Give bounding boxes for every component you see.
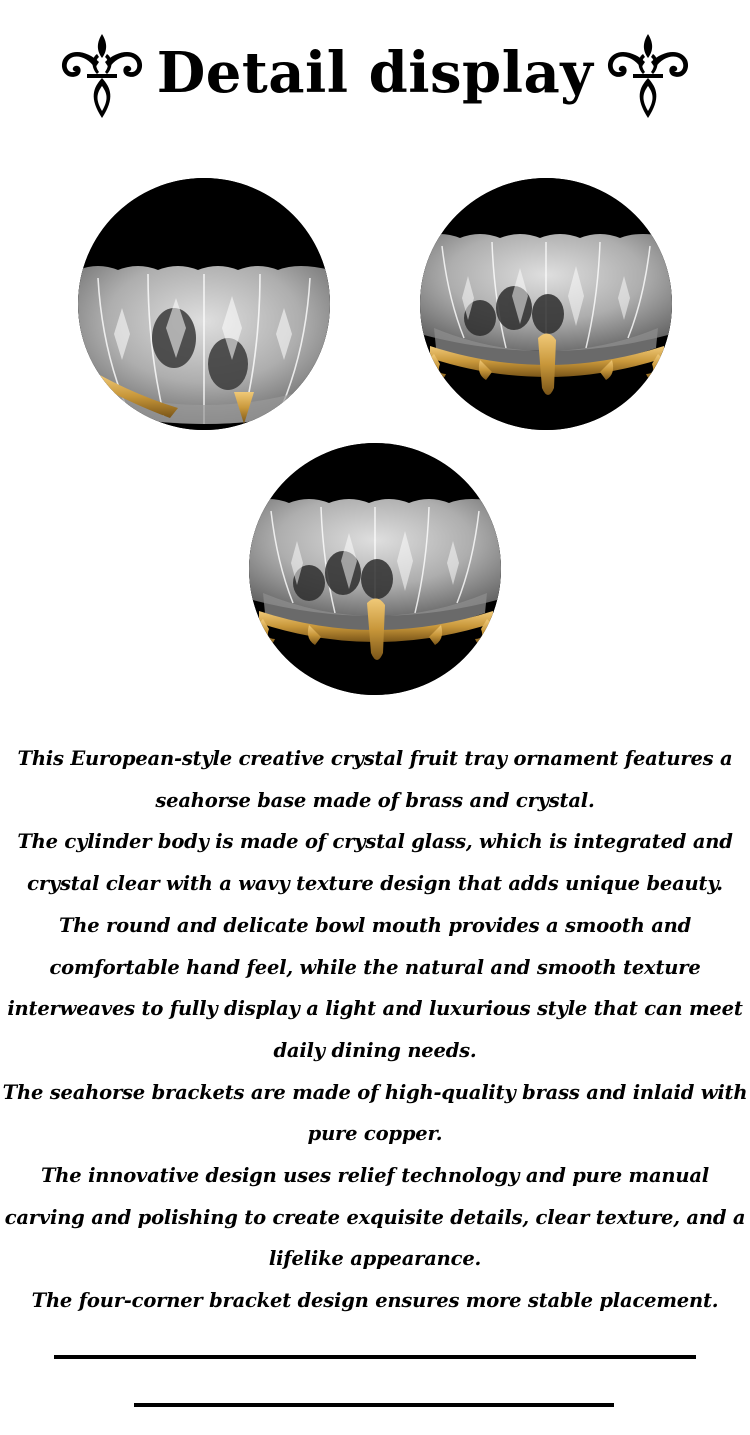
crystal-bowl-base-image bbox=[420, 178, 672, 430]
page-title: Detail display bbox=[156, 40, 594, 106]
description-paragraph: The four-corner bracket design ensures more stable placement. bbox=[31, 1289, 719, 1313]
detail-photo-bowl-brackets bbox=[249, 443, 501, 695]
fleur-de-lis-icon bbox=[603, 32, 693, 120]
page-header bbox=[0, 28, 750, 124]
divider-line bbox=[54, 1355, 696, 1359]
description-paragraph: This European-style creative crystal fruit tray ornament features a seahorse base made of brass and crystal. bbox=[17, 747, 733, 812]
divider-line bbox=[134, 1403, 614, 1407]
description-paragraph: The cylinder body is made of crystal glass, which is integrated and crystal clear with a wavy texture design that adds unique beauty. bbox=[17, 830, 733, 896]
fleur-de-lis-icon bbox=[57, 32, 147, 120]
description-paragraph: The innovative design uses relief technology and pure manual carving and polishing to create exquisite details, clear texture, and a lifelike appearance. bbox=[4, 1164, 746, 1271]
description-paragraph: The seahorse brackets are made of high-quality brass and inlaid with pure copper. bbox=[2, 1080, 748, 1146]
crystal-bowl-closeup-image bbox=[78, 178, 330, 430]
product-description bbox=[0, 738, 750, 1322]
detail-photo-bowl-base bbox=[420, 178, 672, 430]
description-paragraph: The round and delicate bowl mouth provides a smooth and comfortable hand feel, while the natural and smooth texture interweaves to fully display a light and luxurious style that can meet daily dining needs. bbox=[7, 913, 743, 1062]
detail-photo-bowl-rim bbox=[78, 178, 330, 430]
crystal-bowl-brackets-image bbox=[249, 443, 501, 695]
